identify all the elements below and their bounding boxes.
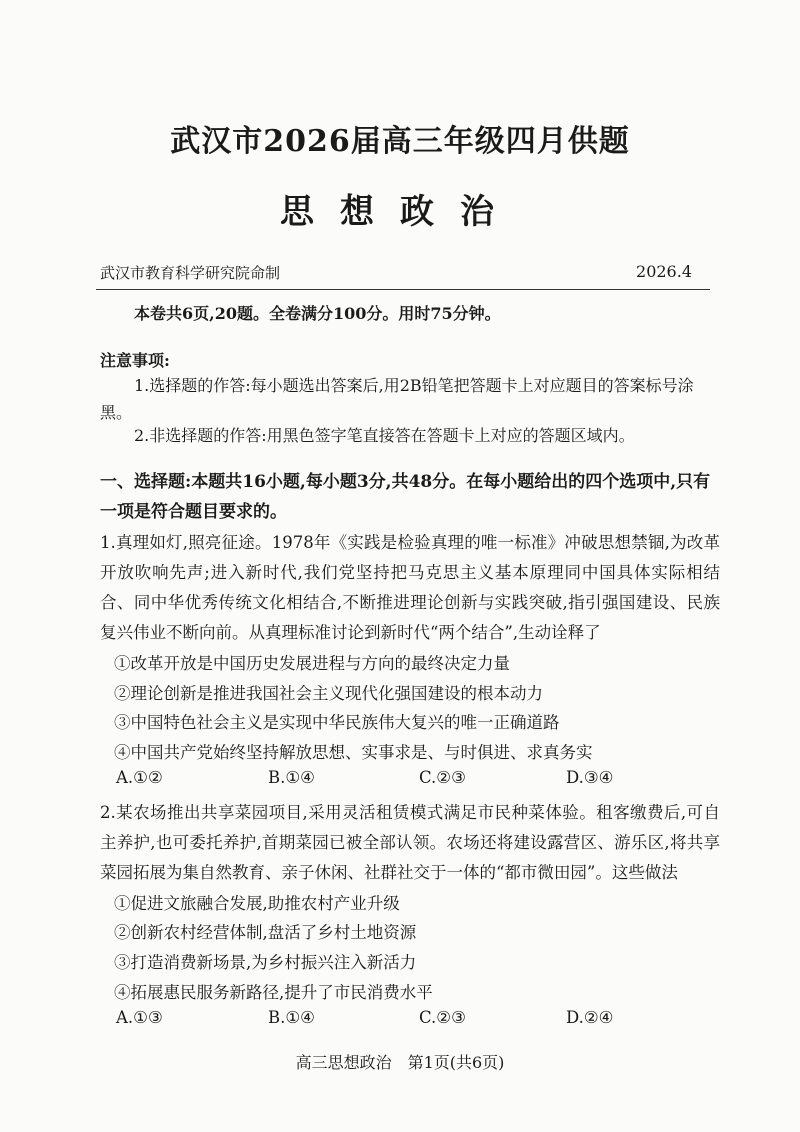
exam-date: 2026.4	[636, 262, 692, 281]
question-2-choice-b: B.①④	[268, 1008, 315, 1027]
question-1-choice-c: C.②③	[419, 768, 466, 787]
question-2-choices	[116, 1008, 716, 1032]
question-1-stem: 1.真理如灯,照亮征途。1978年《实践是检验真理的唯一标准》冲破思想禁锢,为改革开放吹响先声;进入新时代,我们党坚持把马克思主义基本原理同中国具体实际相结合、同中华优秀传统文化相结合,不断推进理论创新与实践突破,指引强国建设、民族复兴伟业不断向前。从真理标准讨论到新时代“两个结合”,生动诠释了	[100, 533, 720, 642]
question-1-option-1: ①改革开放是中国历史发展进程与方向的最终决定力量	[114, 654, 510, 673]
question-1-option-3: ③中国特色社会主义是实现中华民族伟大复兴的唯一正确道路	[114, 713, 560, 732]
question-1-option-2: ②理论创新是推进我国社会主义现代化强国建设的根本动力	[114, 684, 543, 703]
exam-title: 武汉市2026届高三年级四月供题	[170, 124, 630, 159]
question-2-option-1: ①促进文旅融合发展,助推农村产业升级	[114, 894, 400, 913]
question-2-choice-c: C.②③	[419, 1008, 466, 1027]
notice-title: 注意事项:	[100, 351, 170, 370]
exam-info: 本卷共6页,20题。全卷满分100分。用时75分钟。	[134, 304, 501, 323]
question-1-choices	[116, 768, 716, 792]
question-1-choice-a: A.①②	[116, 768, 163, 787]
question-1-choice-b: B.①④	[268, 768, 315, 787]
section-heading: 一、选择题:本题共16小题,每小题3分,共48分。在每小题给出的四个选项中,只有一项是符合题目要求的。	[100, 472, 711, 522]
issuer: 武汉市教育科学研究院命制	[100, 264, 281, 282]
question-2-option-2: ②创新农村经营体制,盘活了乡村土地资源	[114, 923, 417, 942]
notice-item-2: 2.非选择题的作答:用黑色签字笔直接答在答题卡上对应的答题区域内。	[134, 426, 635, 445]
question-2-option-4: ④拓展惠民服务新路径,提升了市民消费水平	[114, 983, 433, 1002]
question-2-choice-d: D.②④	[566, 1008, 614, 1027]
question-2-option-3: ③打造消费新场景,为乡村振兴注入新活力	[114, 953, 417, 972]
page-footer: 高三思想政治 第1页(共6页)	[295, 1053, 505, 1072]
header-divider	[96, 289, 710, 290]
question-2-choice-a: A.①③	[116, 1008, 163, 1027]
notice-item-1: 1.选择题的作答:每小题选出答案后,用2B铅笔把答题卡上对应题目的答案标号涂黑。	[100, 376, 694, 422]
subject-title: 思想政治	[280, 192, 520, 232]
question-2-stem: 2.某农场推出共享菜园项目,采用灵活租赁模式满足市民种菜体验。租客缴费后,可自主养护,也可委托养护,首期菜园已被全部认领。农场还将建设露营区、游乐区,将共享菜园拓展为集自然教育、亲子休闲、社群社交于一体的“都市微田园”。这些做法	[100, 803, 720, 882]
question-1-option-4: ④中国共产党始终坚持解放思想、实事求是、与时俱进、求真务实	[114, 743, 593, 762]
question-1-choice-d: D.③④	[566, 768, 614, 787]
